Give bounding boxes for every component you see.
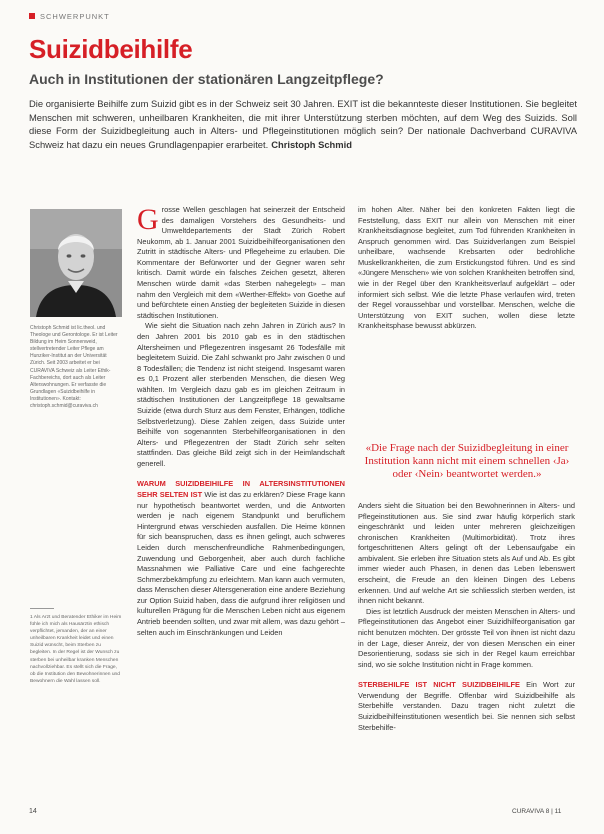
section-heading: WARUM SUIZIDBEIHILFE IN ALTERSINSTITUTIONEN SEHR SELTEN IST [137, 479, 345, 500]
lead-paragraph: Die organisierte Beihilfe zum Suizid gibt es in der Schweiz seit 30 Jahren. EXIT ist die bekannteste dieser Institutionen. Sie begleitet Menschen mit schweren, unheilbaren Krankheiten, die mit ihrer Unterstützung sterben möchten, auf dem Weg des Suizids. Soll diese Form der Suizidbegleitung auch in Alters- und Pflegeinstitutionen möglich sein? Der nationale Dachverband CURAVIVA Schweiz hat dazu ein neues Grundlagenpapier erarbeitet. Christoph Schmid [29, 98, 577, 150]
article-subtitle: Auch in Institutionen der stationären Langzeitpflege? [29, 71, 384, 87]
drop-cap: G [137, 203, 159, 236]
body-column-2 [358, 205, 575, 332]
pull-quote: «Die Frage nach der Suizidbegleitung in einer Institution kann nicht mit einem schnellen ‹Ja› oder ‹Nein› beantwortet werden.» [364, 442, 570, 480]
body-paragraph: Grosse Wellen geschlagen hat seinerzeit der Entscheid des damaligen Vorstehers des Gesundheits- und Umweltdepartements der Stadt Zürich Robert Neukomm, ab 1. Januar 2001 Suizidbeihilfeorganisationen den Zutritt in städtische Alters- und Pflegeheime zu erlauben. Die Kommentare der Befürworter und der Gegner waren sehr kritisch. Damit würde ein falsches Zeichen gesetzt, älteren Menschen würde damit «das Sterben nahegelegt» – man nahm den Vergleich mit dem «Werther-Effekt» von Goethe auf und befürchtete einen Anstieg der begleiteten Suizide in diesen städtischen Institutionen. [137, 203, 345, 320]
body-paragraph: Dies ist letztlich Ausdruck der meisten Menschen in Alters- und Pflegeinstitutionen das Angebot einer Suizidhilfeorganisation gar nicht benutzen möchten. Der grösste Teil von ihnen ist nicht dazu in der Lage, dieser Anreiz, der von diesen Menschen ein einer Desorientierung, sodass sie sich in der Regel kaum erreichbar sind, wo sie solche Institution nicht in Frage kommen. [358, 606, 575, 669]
footnote: 1 Als Arzt und Beratender Ethiker im Heim fühle ich mich als Hausärztin ethisch verpflichtet, jemanden, der an einer unheilbaren Krankheit leidet und einen Suizid wünscht, beim Sterben zu begleiten. In der Regel ist der Wunsch zu sterben bei unheilbar kranken Menschen nachvollziehbar. Es stellt sich die Frage, ob die Institution den Bewohnerinnen und Bewohnern die Wahl lassen soll. [30, 615, 122, 684]
magazine-footer: CURAVIVA 8 | 11 [512, 808, 562, 815]
page-number: 14 [29, 808, 37, 815]
article-title: Suizidbeihilfe [29, 34, 193, 64]
body-column-2-continued: Anders sieht die Situation bei den Bewohnerinnen in Alters- und Pflegeinstitutionen aus. Sie sind zwar häufig körperlich stark eingeschränkt und leiden unter mehreren gleichzeitigen chronischen Krankheiten (Multimorbidität). Trotz ihres fortgeschrittenen Alters gelingt oft der Lebensaufgabe ein ambivalent. Sie erleben ihre Situation stets als Auf und Ab. Es gibt immer wieder auch Phasen, in denen das Leben lebenswert erscheint, die Freude an den kleinen Dingen des Lebens erkennen. Und auf welche Art sie schliesslich sterben werden, ist ihnen nicht bekannt. Dies ist letztlich Ausdruck der meisten Menschen in Alters- und Pflegeinstitutionen das Angebot einer Suizidhilfeorganisation gar nicht benutzen möchten. Der grösste Teil von ihnen ist nicht dazu in der Lage, dieser Anreiz, der von diesen Menschen ein einer Desorientierung, sodass sie sich in der Regel kaum erreichbar sind, wo sie solche Institution nicht in Frage kommen. STERBEHILFE IST NICHT SUIZIDBEIHILFE Ein Wort zur Verwendung der Begriffe. Offenbar wird Suizidbeihilfe als Sterbehilfe verstanden. Dazu tragen nicht zuletzt die Suizidbeihilfeinstitutionen wesentlich bei. Sie nennen sich selbst Sterbehilfe- [358, 501, 575, 732]
author-photo [30, 209, 122, 317]
footnote-rule [30, 608, 54, 609]
body-paragraph: Wie sieht die Situation nach zehn Jahren in Zürich aus? In den Jahren 2001 bis 2010 gab es in den städtischen Altersheimen und Pflegezentren insgesamt 26 Todesfälle mit begleitetem Suizid. Die Zahl schwankt pro Jahr zwischen 0 und 8 Todesfällen; die Tendenz ist nicht steigend. Insgesamt waren es 0,1 Prozent aller sterbenden Menschen, die diesen Weg wählten. Im Vergleich dazu gab es im gleichen Zeitraum in städtischen Institutionen der Langzeitpflege 18 gewaltsame Suizide (etwa durch Sturz aus dem Fenster, Erhängen, tödliche Selbstverletzung). Diese Zahlen zeigen, dass Suizide unter Beihilfe von sogenannten Sterbehilfeorganisationen in den Alters- und Pflegezentren der Stadt Zürich sehr selten stattfinden. Das gleiche Bild zeigt sich in der Heimlandschaft generell. [137, 321, 345, 468]
author-photo-image [30, 209, 122, 317]
author-name: Christoph Schmid [271, 138, 352, 150]
photo-caption: Christoph Schmid ist lic.theol. und Theologe und Gerontologe. Er ist Leiter Bildung im Heim Sonnenweid, stellvertretender Leiter Pflege am Hunziker-Institut an der Universität Zürich. Seit 2003 arbeitet er bei CURAVIVA Schweiz als Leiter Ethik-Fachbereichs, dort auch als Leiter Alterswohnungen. Er verfasste die Grundlagen «Suizidbeihilfe in Institutionen». Kontakt: christoph.schmid@curaviva.ch [30, 325, 118, 410]
kicker-square-icon [29, 13, 35, 19]
section-heading: STERBEHILFE IST NICHT SUIZIDBEIHILFE [358, 680, 520, 690]
body-paragraph: Anders sieht die Situation bei den Bewohnerinnen in Alters- und Pflegeinstitutionen aus. Sie sind zwar häufig körperlich stark eingeschränkt und leiden unter mehreren gleichzeitigen chronischen Krankheiten (Multimorbidität). Trotz ihres fortgeschrittenen Alters gelingt oft der Lebensaufgabe ein ambivalent. Sie erleben ihre Situation stets als Auf und Ab. Es gibt immer wieder auch Phasen, in denen das Leben lebenswert erscheint, die Freude an den kleinen Dingen des Lebens erkennen. Und auf welche Art sie schliesslich sterben werden, ist ihnen nicht bekannt. [358, 501, 575, 606]
body-column-1: Grosse Wellen geschlagen hat seinerzeit der Entscheid des damaligen Vorstehers des Gesundheits- und Umweltdepartements der Stadt Zürich Robert Neukomm, ab 1. Januar 2001 Suizidbeihilfeorganisationen den Zutritt in städtische Alters- und Pflegeheime zu erlauben. Die Kommentare der Befürworter und der Gegner waren sehr kritisch. Damit würde ein falsches Zeichen gesetzt, älteren Menschen würde damit «das Sterben nahegelegt» – man nahm den Vergleich mit dem «Werther-Effekt» von Goethe auf und befürchtete einen Anstieg der begleiteten Suizide in diesen städtischen Institutionen. Wie sieht die Situation nach zehn Jahren in Zürich aus? In den Jahren 2001 bis 2010 gab es in den städtischen Altersheimen und Pflegezentren insgesamt 26 Todesfälle mit begleitetem Suizid. Die Zahl schwankt pro Jahr zwischen 0 und 8 Todesfällen; die Tendenz ist nicht steigend. Insgesamt waren es 0,1 Prozent aller sterbenden Menschen, die diesen Weg wählten. Im Vergleich dazu gab es im gleichen Zeitraum in städtischen Institutionen der Langzeitpflege 18 gewaltsame Suizide (etwa durch Sturz aus dem Fenster, Erhängen, tödliche Selbstverletzung). Diese Zahlen zeigen, dass Suizide unter Beihilfe von sogenannten Sterbehilfeorganisationen in den Alters- und Pflegezentren der Stadt Zürich sehr selten stattfinden. Das gleiche Bild zeigt sich in der Heimlandschaft generell. WARUM SUIZIDBEIHILFE IN ALTERSINSTITUTIONEN SEHR SELTEN IST Wie ist das zu erklären? Diese Frage kann nur hypothetisch beantwortet werden, und die Antworten werden je nach eigenem Standpunkt und beruflichem Hintergrund etwas verschieden ausfallen. Die Heime können für sich beanspruchen, dass es ihnen gelingt, auch schweres Leiden durch menschenfreundliche Rahmenbedingungen, Zuwendung und Geborgenheit, aber auch durch fachliche Massnahmen wie Palliative Care und eine fachgerechte Schmerzbekämpfung zu erleichtern. Man kann auch vermuten, dass Menschen dieser Altersgeneration eine andere Beziehung zur Option Suizid haben, dass die aufgrund ihrer religiösen und kulturellen Prägung für die Menschen Leben nicht aus eigenem Antrieb beenden sollten, und zwar mit allem, was dazu gehört – selten auch im Einschränkungen und Leiden [137, 203, 345, 637]
section-kicker: SCHWERPUNKT [29, 12, 110, 21]
body-paragraph: im hohen Alter. Näher bei den konkreten Fakten liegt die Feststellung, dass EXIT nur allein von Menschen mit einer Krankheitsdiagnose begleitet, zum Tod führenden Krankheiten in Anspruch genommen wird. Das Suizidverlangen zum Beispiel unheilbare, wachsende Krebsarten oder bedrohliche Muskelkrankheiten, die zum Erstickungstod führen. Und es sind «Jüngere Menschen» wie von solchen Krankheiten betroffen sind, wie in der Regel über den Krankheitsverlauf aufgeklärt – oder informiert sich selbst. Wie die letzte Phase verlaufen wird, treten der Regel voraussehbar und vorstellbar. Menschen, welche die Unterstützung von EXIT suchen, wollen diese letzte Krankheitsphase bewusst abkürzen. [358, 205, 575, 331]
